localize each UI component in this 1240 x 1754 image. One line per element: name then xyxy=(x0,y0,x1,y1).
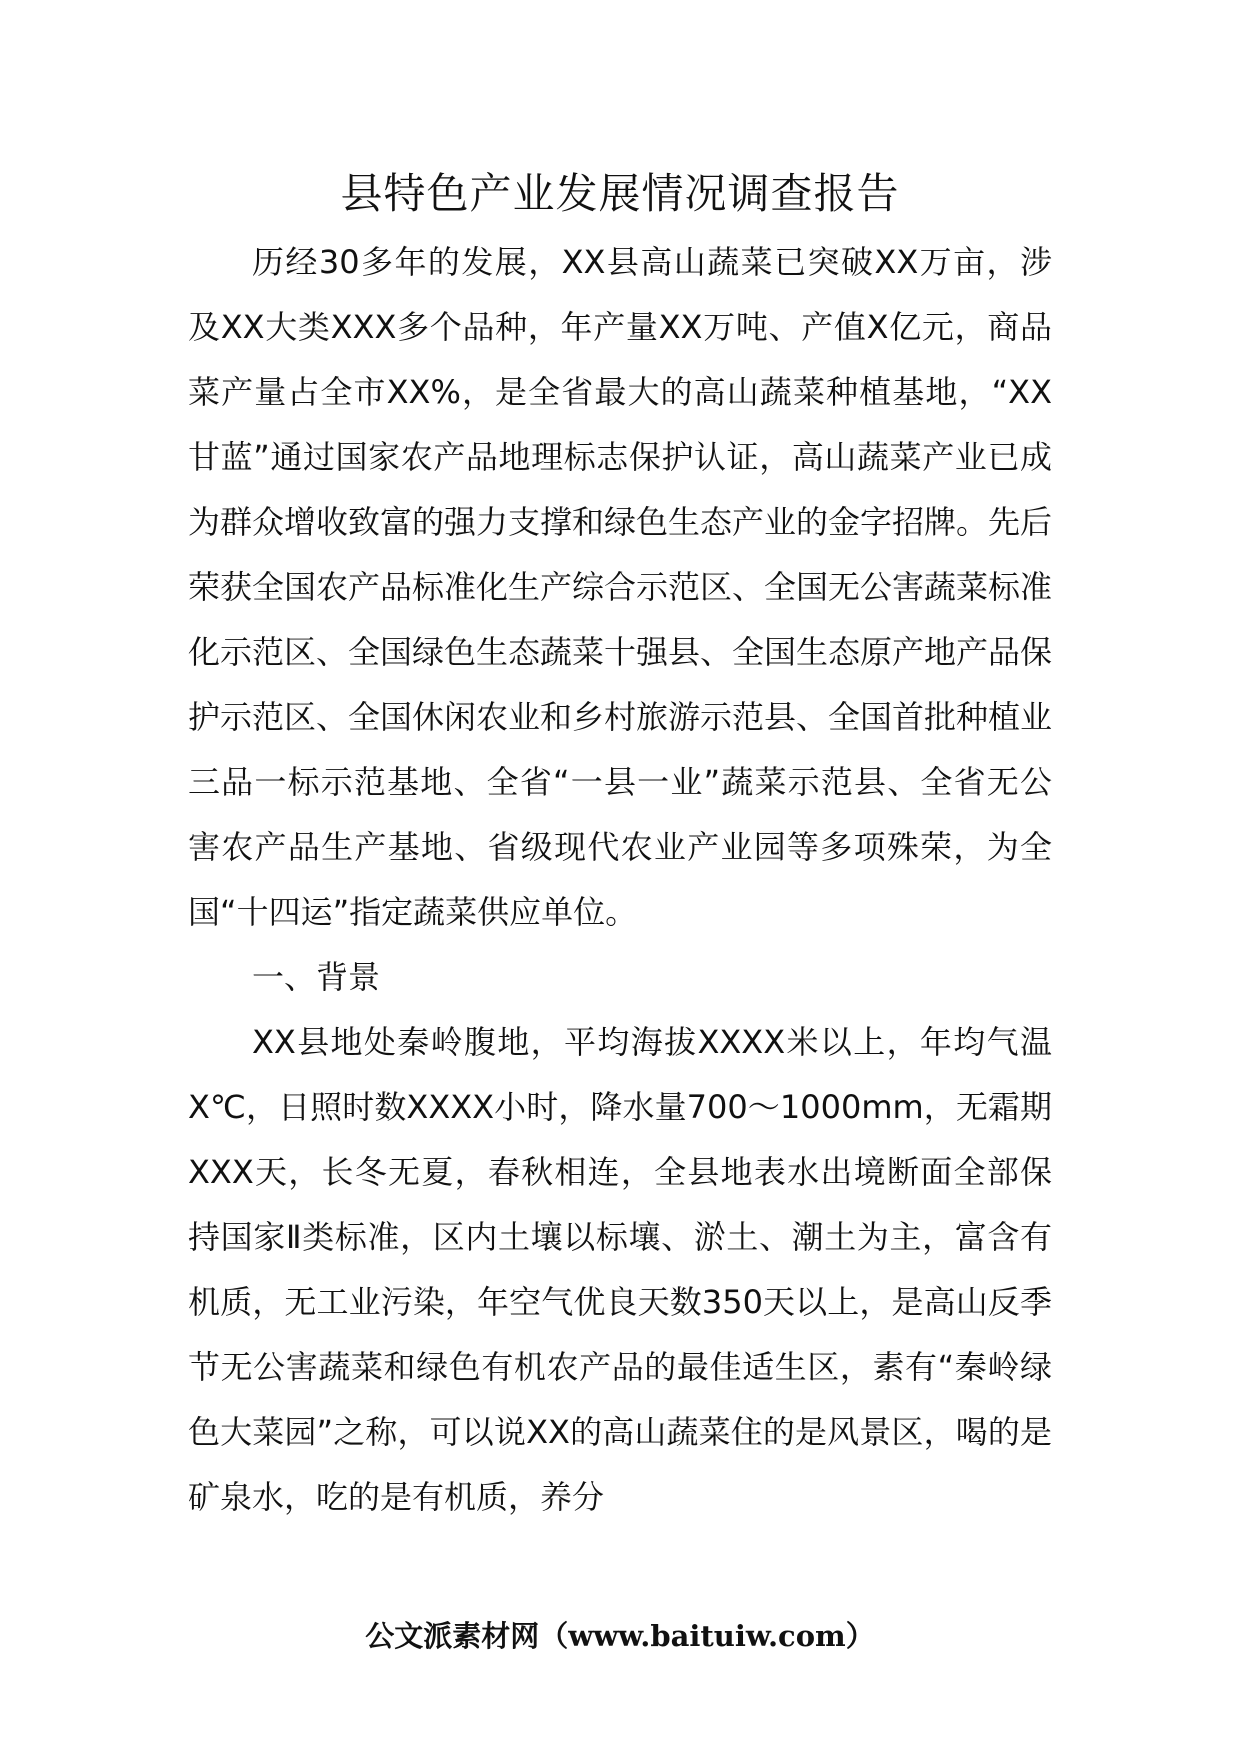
source-footer: 公文派素材网（www.baituiw.com） xyxy=(365,1619,875,1653)
paragraph-intro: 历经30多年的发展，XX县高山蔬菜已突破XX万亩，涉及XX大类XXX多个品种，年产量XX万吨、产值X亿元，商品菜产量占全市XX%，是全省最大的高山蔬菜种植基地，“XX甘蓝”通过国家农产品地理标志保护认证，高山蔬菜产业已成为群众增收致富的强力支撑和绿色生态产业的金字招牌。先后荣获全国农产品标准化生产综合示范区、全国无公害蔬菜标准化示范区、全国绿色生态蔬菜十强县、全国生态原产地产品保护示范区、全国休闲农业和乡村旅游示范县、全国首批种植业三品一标示范基地、全省“一县一业”蔬菜示范县、全省无公害农产品生产基地、省级现代农业产业园等多项殊荣，为全国“十四运”指定蔬菜供应单位。 xyxy=(188,243,1053,931)
paragraph-background: XX县地处秦岭腹地，平均海拔XXXX米以上，年均气温X℃，日照时数XXXX小时，降水量700～1000mm，无霜期XXX天，长冬无夏，春秋相连，全县地表水出境断面全部保持国家Ⅱ类标准，区内土壤以标壤、淤土、潮土为主，富含有机质，无工业污染，年空气优良天数350天以上，是高山反季节无公害蔬菜和绿色有机农产品的最佳适生区，素有“秦岭绿色大菜园”之称，可以说XX的高山蔬菜住的是风景区，喝的是矿泉水，吃的是有机质，养分 xyxy=(188,1023,1052,1516)
page-title: 县特色产业发展情况调查报告 xyxy=(340,169,900,218)
section-heading-background: 一、背景 xyxy=(252,958,381,996)
document-body xyxy=(188,230,1052,1530)
